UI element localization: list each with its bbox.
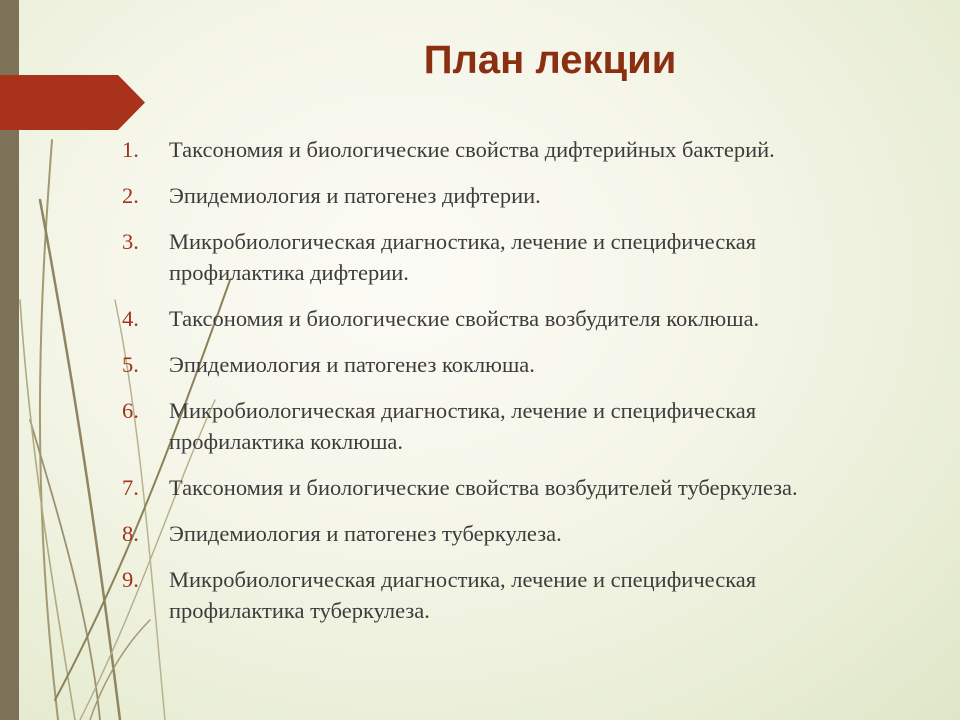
agenda-item-text: Эпидемиология и патогенез дифтерии. (169, 183, 541, 208)
agenda-item-8 (112, 518, 902, 549)
agenda-item-number: 3. (122, 229, 139, 254)
agenda-item-text: Эпидемиология и патогенез туберкулеза. (169, 521, 562, 546)
agenda-item-number: 6. (122, 398, 139, 423)
agenda-item-2 (112, 180, 902, 211)
agenda-item-number: 2. (122, 183, 139, 208)
agenda-item-7 (112, 472, 902, 503)
agenda-item-number: 4. (122, 306, 139, 331)
agenda-item-1 (112, 134, 902, 165)
agenda-item-text: Микробиологическая диагностика, лечение и специфическая профилактика коклюша. (169, 398, 757, 454)
agenda-item-text: Микробиологическая диагностика, лечение и специфическая профилактика дифтерии. (169, 229, 757, 285)
agenda-item-text: Таксономия и биологические свойства дифтерийных бактерий. (169, 137, 775, 162)
agenda-item-5 (112, 349, 902, 380)
agenda-item-6 (112, 395, 902, 457)
agenda-list (112, 134, 902, 641)
agenda-item-text: Таксономия и биологические свойства возбудителей туберкулеза. (169, 475, 798, 500)
agenda-item-number: 7. (122, 475, 139, 500)
agenda-item-9 (112, 564, 902, 626)
agenda-item-4 (112, 303, 902, 334)
agenda-item-number: 5. (122, 352, 139, 377)
agenda-item-3 (112, 226, 902, 288)
agenda-item-number: 9. (122, 567, 139, 592)
agenda-item-number: 1. (122, 137, 139, 162)
agenda-item-text: Микробиологическая диагностика, лечение и специфическая профилактика туберкулеза. (169, 567, 757, 623)
agenda-item-number: 8. (122, 521, 139, 546)
agenda-item-text: Эпидемиология и патогенез коклюша. (169, 352, 535, 377)
title-accent-tab (0, 75, 145, 130)
slide-title: План лекции (423, 38, 677, 82)
agenda-item-text: Таксономия и биологические свойства возбудителя коклюша. (169, 306, 760, 331)
